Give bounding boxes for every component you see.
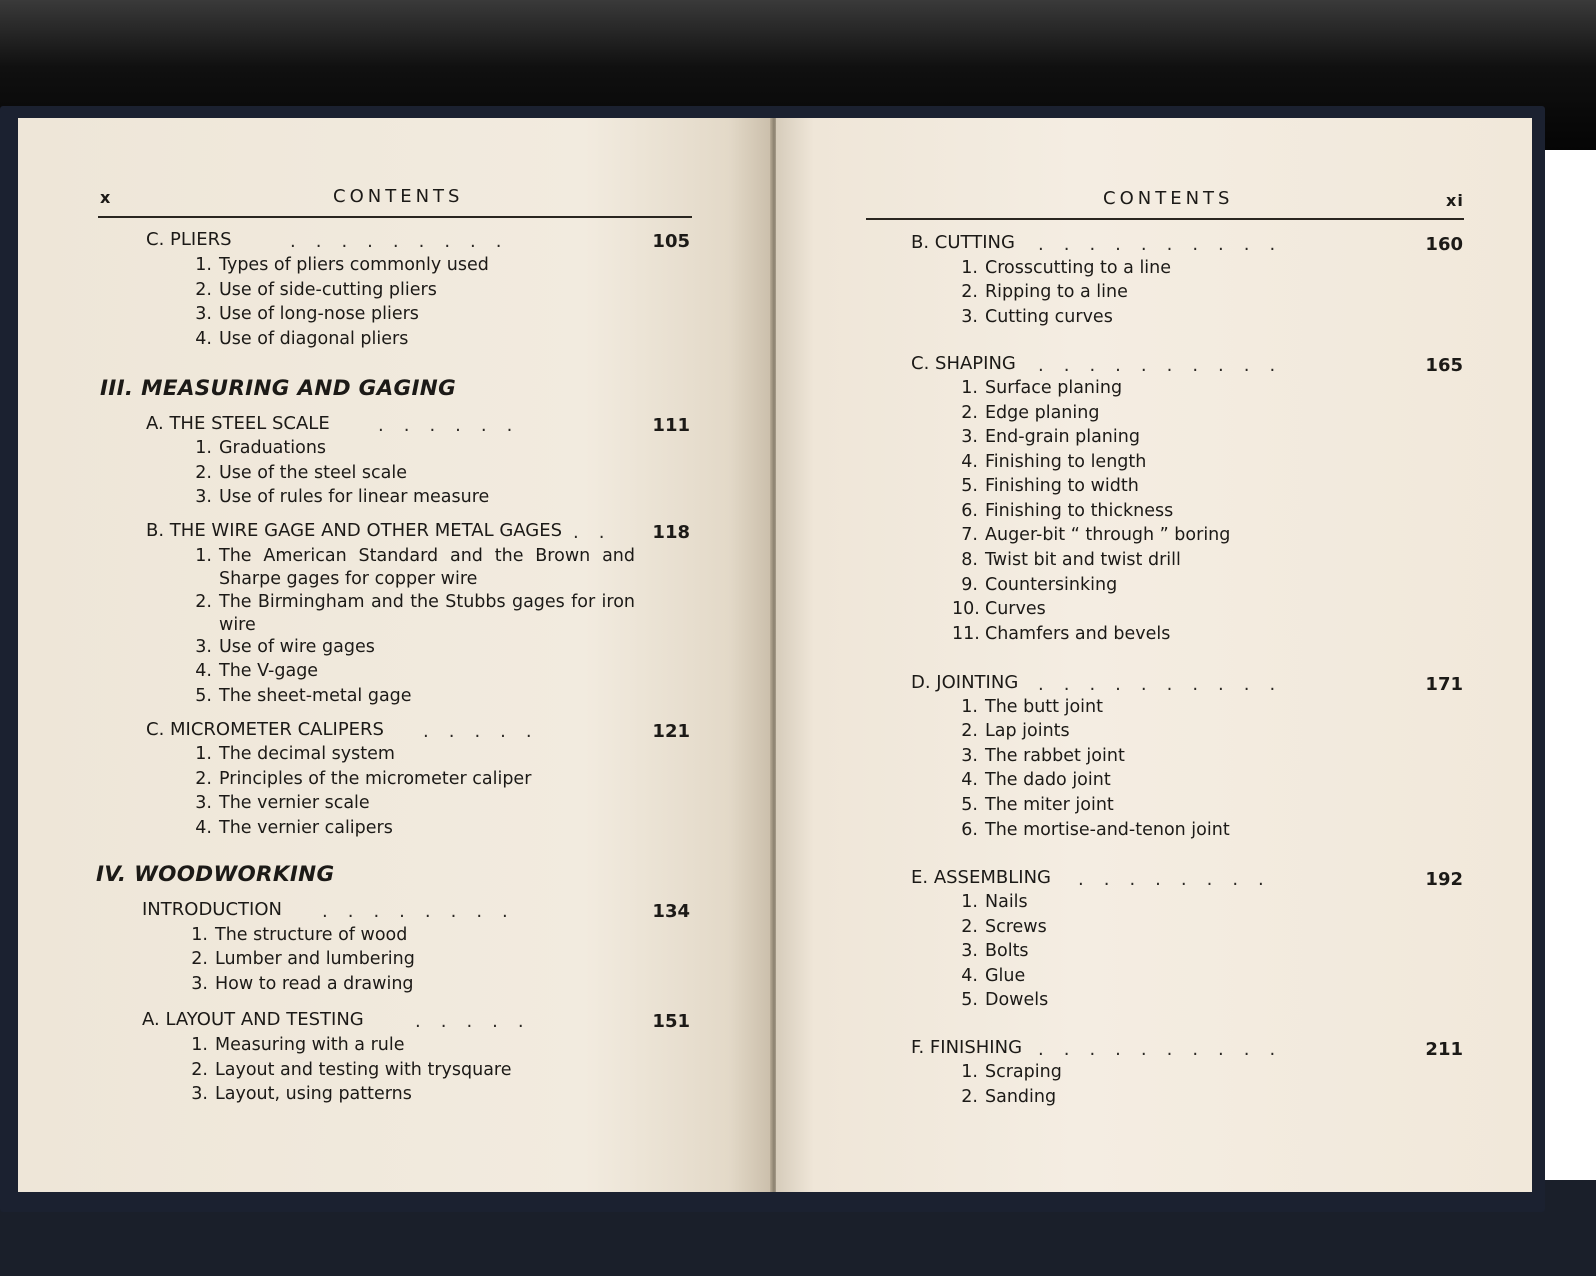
toc-item: 1. Scraping (961, 1062, 1062, 1082)
toc-item: 1. The butt joint (961, 697, 1103, 717)
toc-item: 1. The structure of wood (191, 925, 408, 945)
toc-item: 4. Finishing to length (961, 452, 1147, 472)
toc-item: 4. Glue (961, 966, 1026, 986)
toc-item: 5. The sheet-metal gage (195, 686, 412, 706)
toc-item: 3. End-grain planing (961, 427, 1140, 447)
toc-item: 2. Layout and testing with trysquare (191, 1060, 512, 1080)
toc-entry-cutting: B. CUTTING (911, 232, 1015, 253)
toc-item: 2. Sanding (961, 1087, 1057, 1107)
toc-item: 5. Dowels (961, 990, 1049, 1010)
page-ref: 111 (652, 415, 690, 436)
toc-item: 3. Bolts (961, 941, 1029, 961)
toc-item: 2. Use of the steel scale (195, 463, 407, 483)
part-heading-iii: III. MEASURING AND GAGING (100, 376, 457, 401)
toc-entry-shaping: C. SHAPING (911, 353, 1016, 374)
toc-item: 1. Surface planing (961, 378, 1123, 398)
toc-item: 3. Use of wire gages (195, 637, 375, 657)
toc-item: 2. Principles of the micrometer caliper (195, 769, 532, 789)
dot-leader: .......... (1038, 234, 1296, 255)
dot-leader: .......... (1038, 355, 1296, 376)
page-ref: 134 (652, 901, 690, 922)
toc-item: 4. The V-gage (195, 661, 319, 681)
dot-leader: .. (573, 522, 625, 543)
toc-item: 11. Chamfers and bevels (952, 624, 1171, 644)
dot-leader: ..... (415, 1011, 544, 1032)
page-ref: 118 (652, 522, 690, 543)
toc-item: 3. The rabbet joint (961, 746, 1125, 766)
dot-leader: .......... (1038, 674, 1296, 695)
toc-entry-steel-scale: A. THE STEEL SCALE (146, 413, 330, 434)
toc-item: 2. Screws (961, 917, 1047, 937)
dot-leader: ........ (322, 901, 528, 922)
toc-item: 3. Cutting curves (961, 307, 1113, 327)
toc-item: 4. The vernier calipers (195, 818, 393, 838)
dot-leader: .......... (1038, 1039, 1296, 1060)
toc-item: 2. Lap joints (961, 721, 1070, 741)
toc-item: 5. Finishing to width (961, 476, 1139, 496)
page-ref: 211 (1425, 1039, 1463, 1060)
page-ref: 105 (652, 231, 690, 252)
toc-item: 3. Layout, using patterns (191, 1084, 412, 1104)
toc-item: 9. Countersinking (961, 575, 1118, 595)
toc-entry-micrometer: C. MICROMETER CALIPERS (146, 719, 384, 740)
page-ref: 121 (652, 721, 690, 742)
toc-item: 4. The dado joint (961, 770, 1111, 790)
toc-item: 1. Graduations (195, 438, 327, 458)
toc-item: 1. The decimal system (195, 744, 395, 764)
toc-item: 7. Auger-bit “ through ” boring (961, 525, 1231, 545)
page-number: xi (1446, 191, 1464, 210)
dot-leader: ..... (423, 721, 552, 742)
toc-item: 3. The vernier scale (195, 793, 370, 813)
page-ref: 165 (1425, 355, 1463, 376)
page-header: CONTENTS (333, 186, 464, 207)
toc-item: 6. The mortise-and-tenon joint (961, 820, 1230, 840)
toc-item: 1. Nails (961, 892, 1028, 912)
toc-entry-pliers: C. PLIERS (146, 229, 232, 250)
toc-item: 3. How to read a drawing (191, 974, 414, 994)
page-number: x (100, 188, 112, 207)
toc-item: 2. Use of side-cutting pliers (195, 280, 437, 300)
right-page (776, 118, 1532, 1192)
toc-item: 10. Curves (952, 599, 1046, 619)
dot-leader: ......... (290, 231, 522, 252)
toc-item: 8. Twist bit and twist drill (961, 550, 1181, 570)
toc-item: 2. The Birmingham and the Stubbs gages for iron wire (195, 592, 635, 635)
toc-entry-finishing: F. FINISHING (911, 1037, 1023, 1058)
toc-entry-introduction: INTRODUCTION (142, 899, 282, 920)
toc-item: 2. Ripping to a line (961, 282, 1128, 302)
toc-item: 2. Edge planing (961, 403, 1100, 423)
left-page (18, 118, 774, 1192)
toc-item: 1. Measuring with a rule (191, 1035, 405, 1055)
dot-leader: ...... (378, 415, 533, 436)
toc-item: 6. Finishing to thickness (961, 501, 1174, 521)
header-rule (98, 216, 692, 218)
dot-leader: ........ (1078, 869, 1284, 890)
toc-entry-wire-gage: B. THE WIRE GAGE AND OTHER METAL GAGES (146, 520, 563, 541)
toc-item: 2. Lumber and lumbering (191, 949, 415, 969)
page-ref: 160 (1425, 234, 1463, 255)
toc-item: 3. Use of rules for linear measure (195, 487, 490, 507)
page-ref: 171 (1425, 674, 1463, 695)
page-header: CONTENTS (1103, 188, 1234, 209)
page-ref: 151 (652, 1011, 690, 1032)
toc-item: 3. Use of long-nose pliers (195, 304, 419, 324)
toc-item: 1. Types of pliers commonly used (195, 255, 489, 275)
page-ref: 192 (1425, 869, 1463, 890)
toc-entry-jointing: D. JOINTING (911, 672, 1019, 693)
toc-item: 5. The miter joint (961, 795, 1114, 815)
header-rule (866, 218, 1464, 220)
toc-item: 1. The American Standard and the Brown and Sharpe gages for copper wire (195, 546, 635, 589)
toc-entry-assembling: E. ASSEMBLING (911, 867, 1051, 888)
toc-item: 1. Crosscutting to a line (961, 258, 1172, 278)
part-heading-iv: IV. WOODWORKING (96, 862, 335, 887)
toc-item: 4. Use of diagonal pliers (195, 329, 409, 349)
toc-entry-layout-testing: A. LAYOUT AND TESTING (142, 1009, 364, 1030)
